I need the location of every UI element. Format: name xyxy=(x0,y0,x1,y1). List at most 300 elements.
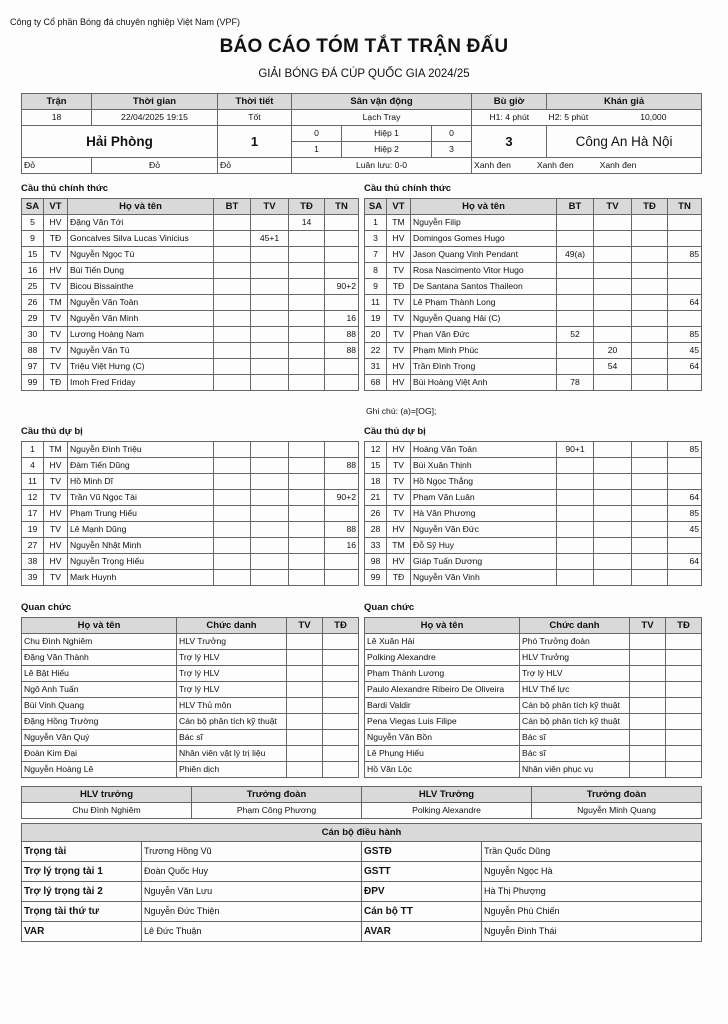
away-official-td xyxy=(666,634,702,650)
away-starter-name: Phan Văn Đức xyxy=(411,327,557,343)
home-starter-name: Goncalves Silva Lucas Vinicius xyxy=(68,231,214,247)
away-sub-vt: HV xyxy=(387,442,411,458)
away-sub-row xyxy=(365,474,702,490)
home-team-name: Hải Phòng xyxy=(22,126,218,158)
away-sub-tv xyxy=(594,474,632,490)
home-subs-label: Cầu thủ dự bị xyxy=(21,426,83,437)
away-sub-td xyxy=(632,570,668,586)
away-official-row xyxy=(365,746,702,762)
home-starter-name: Nguyễn Văn Tú xyxy=(68,343,214,359)
match-officials-table xyxy=(21,823,702,942)
home-starter-tv xyxy=(251,263,289,279)
away-starter-vt: HV xyxy=(387,359,411,375)
col-stoppage: Bù giờ xyxy=(472,94,547,110)
col-match: Trận xyxy=(22,94,92,110)
home-starter-bt xyxy=(214,343,251,359)
home-sub-row xyxy=(22,554,359,570)
home-sub-row xyxy=(22,506,359,522)
away-starter-vt: HV xyxy=(387,247,411,263)
home-officials-header-td: TĐ xyxy=(323,618,359,634)
home-official-row xyxy=(22,730,359,746)
away-officials-table xyxy=(364,617,702,778)
away-starter-tv xyxy=(594,295,632,311)
home-starter-row xyxy=(22,295,359,311)
away-starter-tv: 54 xyxy=(594,359,632,375)
team-leaders-table xyxy=(21,786,702,819)
referee-name-left: Đoàn Quốc Huy xyxy=(142,862,362,882)
away-sub-vt: TV xyxy=(387,458,411,474)
away-sub-tn xyxy=(668,570,702,586)
home-starter-tn xyxy=(325,231,359,247)
away-sub-row xyxy=(365,458,702,474)
home-starter-tv xyxy=(251,359,289,375)
home-starter-tn xyxy=(325,375,359,391)
away-official-td xyxy=(666,666,702,682)
home-official-role: Bác sĩ xyxy=(177,730,287,746)
away-sub-bt xyxy=(557,474,594,490)
away-sub-bt xyxy=(557,522,594,538)
home-official-row xyxy=(22,634,359,650)
away-sub-name: Hà Văn Phương xyxy=(411,506,557,522)
away-starter-sa: 1 xyxy=(365,215,387,231)
away-starters-header-tn: TN xyxy=(668,199,702,215)
home-official-role: Trợ lý HLV xyxy=(177,682,287,698)
away-kit xyxy=(472,158,702,174)
home-sub-tv xyxy=(251,538,289,554)
away-official-name: Pena Viegas Luis Filipe xyxy=(365,714,520,730)
home-starter-row xyxy=(22,359,359,375)
home-starters-header-bt: BT xyxy=(214,199,251,215)
home-starter-vt: HV xyxy=(44,215,68,231)
away-official-td xyxy=(666,746,702,762)
away-starter-row xyxy=(365,343,702,359)
home-starter-vt: TM xyxy=(44,295,68,311)
away-officials-header-name: Họ và tên xyxy=(365,618,520,634)
match-datetime: 22/04/2025 19:15 xyxy=(92,110,218,126)
away-sub-row xyxy=(365,506,702,522)
home-starter-tv: 45+1 xyxy=(251,231,289,247)
referee-role-right: GSTĐ xyxy=(362,842,482,862)
away-official-name: Bardi Valdir xyxy=(365,698,520,714)
away-starter-row xyxy=(365,215,702,231)
stoppage-h2: H2: 5 phút xyxy=(548,112,589,122)
away-starter-row xyxy=(365,279,702,295)
away-starter-td xyxy=(632,359,668,375)
col-attendance: Khán giả xyxy=(547,94,702,110)
away-sub-sa: 28 xyxy=(365,522,387,538)
home-starter-vt: TĐ xyxy=(44,375,68,391)
away-starter-bt: 78 xyxy=(557,375,594,391)
home-starter-sa: 30 xyxy=(22,327,44,343)
away-starter-name: Bùi Hoàng Việt Anh xyxy=(411,375,557,391)
away-team-name: Công An Hà Nội xyxy=(547,126,702,158)
home-starter-row xyxy=(22,247,359,263)
away-starter-row xyxy=(365,327,702,343)
away-sub-vt: TV xyxy=(387,474,411,490)
home-officials-header-role: Chức danh xyxy=(177,618,287,634)
away-starter-td xyxy=(632,231,668,247)
away-starters-table xyxy=(364,198,702,391)
away-sub-bt: 90+1 xyxy=(557,442,594,458)
col-stadium: Sân vận động xyxy=(292,94,472,110)
home-starter-vt: TV xyxy=(44,279,68,295)
home-starter-row xyxy=(22,311,359,327)
away-starter-row xyxy=(365,359,702,375)
home-starter-vt: TV xyxy=(44,343,68,359)
away-starter-bt xyxy=(557,343,594,359)
away-sub-tv xyxy=(594,442,632,458)
home-sub-tn: 90+2 xyxy=(325,490,359,506)
home-official-tv xyxy=(287,682,323,698)
home-starter-td xyxy=(289,247,325,263)
home-kit-socks: Đỏ xyxy=(218,158,292,174)
home-starter-tv xyxy=(251,375,289,391)
home-starter-row xyxy=(22,263,359,279)
home-starter-sa: 5 xyxy=(22,215,44,231)
note-own-goal: Ghi chú: (a)=[OG]; xyxy=(366,406,437,416)
referee-row xyxy=(22,882,702,902)
home-sub-vt: HV xyxy=(44,554,68,570)
home-official-row xyxy=(22,650,359,666)
home-sub-bt xyxy=(214,538,251,554)
home-official-row xyxy=(22,746,359,762)
away-sub-td xyxy=(632,474,668,490)
home-starter-td xyxy=(289,343,325,359)
away-sub-td xyxy=(632,506,668,522)
away-official-tv xyxy=(630,762,666,778)
away-kit-shorts: Xanh đen xyxy=(536,160,574,170)
away-official-role: HLV Thể lực xyxy=(520,682,630,698)
away-starter-vt: TM xyxy=(387,215,411,231)
home-starter-sa: 16 xyxy=(22,263,44,279)
away-sub-row xyxy=(365,554,702,570)
away-sub-td xyxy=(632,554,668,570)
away-starter-name: Domingos Gomes Hugo xyxy=(411,231,557,247)
away-starter-bt xyxy=(557,311,594,327)
away-sub-tn: 85 xyxy=(668,506,702,522)
half1-home: 0 xyxy=(292,126,342,142)
home-starters-label: Cầu thủ chính thức xyxy=(21,183,109,194)
home-sub-name: Phạm Trung Hiếu xyxy=(68,506,214,522)
home-starter-td xyxy=(289,295,325,311)
home-sub-sa: 27 xyxy=(22,538,44,554)
away-official-name: Lê Xuân Hải xyxy=(365,634,520,650)
home-starter-vt: HV xyxy=(44,263,68,279)
home-starter-bt xyxy=(214,359,251,375)
home-official-name: Ngô Anh Tuấn xyxy=(22,682,177,698)
away-official-td xyxy=(666,650,702,666)
home-starter-row xyxy=(22,375,359,391)
home-official-name: Nguyễn Văn Quý xyxy=(22,730,177,746)
home-official-tv xyxy=(287,650,323,666)
away-sub-bt xyxy=(557,538,594,554)
away-sub-tn xyxy=(668,458,702,474)
away-sub-row xyxy=(365,522,702,538)
away-sub-sa: 15 xyxy=(365,458,387,474)
home-starter-tv xyxy=(251,343,289,359)
home-official-role: Cán bộ phân tích kỹ thuật xyxy=(177,714,287,730)
away-starter-bt xyxy=(557,231,594,247)
referee-role-left: VAR xyxy=(22,922,142,942)
home-starter-td xyxy=(289,327,325,343)
away-starters-header-sa: SA xyxy=(365,199,387,215)
away-starter-row xyxy=(365,311,702,327)
away-official-role: Bác sĩ xyxy=(520,746,630,762)
home-starter-bt xyxy=(214,311,251,327)
home-sub-td xyxy=(289,570,325,586)
away-sub-vt: TĐ xyxy=(387,570,411,586)
away-sub-tn: 64 xyxy=(668,554,702,570)
away-sub-vt: HV xyxy=(387,554,411,570)
stoppage-h1: H1: 4 phút xyxy=(472,110,547,126)
referee-row xyxy=(22,842,702,862)
referee-role-left: Trợ lý trọng tài 1 xyxy=(22,862,142,882)
home-sub-tv xyxy=(251,490,289,506)
home-official-name: Chu Đình Nghiêm xyxy=(22,634,177,650)
home-starter-tn: 90+2 xyxy=(325,279,359,295)
home-sub-td xyxy=(289,538,325,554)
away-starter-bt xyxy=(557,359,594,375)
home-starter-sa: 9 xyxy=(22,231,44,247)
home-sub-row xyxy=(22,522,359,538)
home-kit-shirt: Đỏ xyxy=(22,158,92,174)
home-official-tv xyxy=(287,746,323,762)
away-sub-bt xyxy=(557,554,594,570)
home-starter-bt xyxy=(214,295,251,311)
referee-row xyxy=(22,862,702,882)
leader-away-coach: Polking Alexandre xyxy=(362,803,532,819)
away-sub-td xyxy=(632,522,668,538)
away-sub-td xyxy=(632,442,668,458)
away-sub-name: Giáp Tuấn Dương xyxy=(411,554,557,570)
away-official-td xyxy=(666,682,702,698)
home-starter-name: Bùi Tiến Dụng xyxy=(68,263,214,279)
away-starter-tn xyxy=(668,231,702,247)
away-starter-sa: 8 xyxy=(365,263,387,279)
away-starter-vt: TV xyxy=(387,311,411,327)
home-sub-td xyxy=(289,474,325,490)
away-kit-shirt: Xanh đen xyxy=(474,160,511,170)
away-official-tv xyxy=(630,682,666,698)
home-sub-tv xyxy=(251,570,289,586)
home-sub-tv xyxy=(251,554,289,570)
referee-name-left: Nguyễn Đức Thiện xyxy=(142,902,362,922)
home-sub-tn xyxy=(325,474,359,490)
away-starter-sa: 68 xyxy=(365,375,387,391)
referee-name-left: Trương Hồng Vũ xyxy=(142,842,362,862)
away-official-name: Nguyễn Văn Bồn xyxy=(365,730,520,746)
home-officials-header-name: Họ và tên xyxy=(22,618,177,634)
home-official-tv xyxy=(287,730,323,746)
away-official-tv xyxy=(630,698,666,714)
home-official-tv xyxy=(287,714,323,730)
home-starter-td xyxy=(289,359,325,375)
away-starter-tn xyxy=(668,375,702,391)
away-sub-tv xyxy=(594,554,632,570)
home-sub-bt xyxy=(214,554,251,570)
home-sub-td xyxy=(289,458,325,474)
away-official-role: HLV Trưởng xyxy=(520,650,630,666)
referee-role-right: Cán bộ TT xyxy=(362,902,482,922)
home-starter-tn xyxy=(325,247,359,263)
col-weather: Thời tiết xyxy=(218,94,292,110)
referee-role-left: Trọng tài xyxy=(22,842,142,862)
away-starter-sa: 3 xyxy=(365,231,387,247)
away-starter-tv xyxy=(594,375,632,391)
home-starter-row xyxy=(22,343,359,359)
home-official-name: Đặng Văn Thành xyxy=(22,650,177,666)
away-sub-sa: 12 xyxy=(365,442,387,458)
away-starter-tv xyxy=(594,263,632,279)
away-starter-vt: TV xyxy=(387,327,411,343)
referee-role-right: GSTT xyxy=(362,862,482,882)
away-official-role: Phó Trưởng đoàn xyxy=(520,634,630,650)
away-sub-tn xyxy=(668,474,702,490)
away-starter-vt: TV xyxy=(387,263,411,279)
home-sub-tv xyxy=(251,506,289,522)
home-sub-name: Nguyễn Đình Triệu xyxy=(68,442,214,458)
away-sub-bt xyxy=(557,506,594,522)
away-starter-tv xyxy=(594,327,632,343)
referee-row xyxy=(22,902,702,922)
away-starter-tv xyxy=(594,311,632,327)
away-starter-tn xyxy=(668,311,702,327)
home-starter-sa: 25 xyxy=(22,279,44,295)
away-starter-sa: 11 xyxy=(365,295,387,311)
away-sub-tn xyxy=(668,538,702,554)
away-official-row xyxy=(365,714,702,730)
home-score: 1 xyxy=(218,126,292,158)
home-starter-tn xyxy=(325,215,359,231)
away-sub-sa: 98 xyxy=(365,554,387,570)
away-starters-header-vt: VT xyxy=(387,199,411,215)
away-starter-tn xyxy=(668,215,702,231)
away-starter-bt: 52 xyxy=(557,327,594,343)
home-sub-vt: HV xyxy=(44,538,68,554)
home-sub-tn xyxy=(325,554,359,570)
home-starters-header-sa: SA xyxy=(22,199,44,215)
home-sub-name: Hồ Minh Dĩ xyxy=(68,474,214,490)
home-sub-row xyxy=(22,490,359,506)
away-starter-row xyxy=(365,231,702,247)
away-official-td xyxy=(666,762,702,778)
report-title: BÁO CÁO TÓM TẮT TRẬN ĐẤU xyxy=(219,36,509,57)
away-official-role: Cán bộ phân tích kỹ thuật xyxy=(520,714,630,730)
home-starter-tv xyxy=(251,215,289,231)
home-official-name: Đoàn Kim Đại xyxy=(22,746,177,762)
home-sub-tv xyxy=(251,522,289,538)
away-sub-vt: TV xyxy=(387,490,411,506)
home-starter-tv xyxy=(251,311,289,327)
away-starter-td xyxy=(632,375,668,391)
home-starters-header-td: TĐ xyxy=(289,199,325,215)
away-starter-name: Phạm Minh Phúc xyxy=(411,343,557,359)
away-official-name: Lê Phụng Hiếu xyxy=(365,746,520,762)
away-official-td xyxy=(666,698,702,714)
away-official-row xyxy=(365,634,702,650)
home-starter-name: Nguyễn Văn Minh xyxy=(68,311,214,327)
home-sub-tv xyxy=(251,474,289,490)
referee-name-right: Nguyễn Phú Chiến xyxy=(482,902,702,922)
leader-header-away-manager: Trưởng đoàn xyxy=(532,787,702,803)
away-official-row xyxy=(365,762,702,778)
home-sub-name: Trần Vũ Ngọc Tài xyxy=(68,490,214,506)
away-sub-tv xyxy=(594,458,632,474)
leader-home-coach: Chu Đình Nghiêm xyxy=(22,803,192,819)
home-sub-name: Mark Huynh xyxy=(68,570,214,586)
away-sub-name: Nguyễn Văn Vinh xyxy=(411,570,557,586)
home-sub-row xyxy=(22,538,359,554)
away-official-td xyxy=(666,730,702,746)
home-sub-bt xyxy=(214,506,251,522)
away-starter-tn: 85 xyxy=(668,247,702,263)
home-starter-td xyxy=(289,279,325,295)
half1-away: 0 xyxy=(432,126,472,142)
home-starter-bt xyxy=(214,215,251,231)
away-starters-header-td: TĐ xyxy=(632,199,668,215)
home-officials-table xyxy=(21,617,359,778)
referee-role-left: Trọng tài thứ tư xyxy=(22,902,142,922)
home-official-td xyxy=(323,682,359,698)
away-sub-tv xyxy=(594,506,632,522)
home-starters-header-tn: TN xyxy=(325,199,359,215)
away-starter-sa: 22 xyxy=(365,343,387,359)
home-starter-vt: TV xyxy=(44,311,68,327)
away-sub-row xyxy=(365,442,702,458)
attendance-value: 10,000 xyxy=(640,112,667,122)
home-official-td xyxy=(323,730,359,746)
match-officials-title: Cán bộ điều hành xyxy=(22,824,702,842)
home-sub-bt xyxy=(214,522,251,538)
home-starters-header-name: Họ và tên xyxy=(68,199,214,215)
home-starters-header-vt: VT xyxy=(44,199,68,215)
half2-away: 3 xyxy=(432,142,472,158)
away-starter-tn: 64 xyxy=(668,359,702,375)
away-subs-label: Cầu thủ dự bị xyxy=(364,426,426,437)
away-sub-vt: TV xyxy=(387,506,411,522)
away-starter-tn: 85 xyxy=(668,327,702,343)
leader-header-away-coach: HLV Trưởng xyxy=(362,787,532,803)
away-official-tv xyxy=(630,650,666,666)
away-starter-tn: 45 xyxy=(668,343,702,359)
away-official-role: Trợ lý HLV xyxy=(520,666,630,682)
home-official-role: HLV Thủ môn xyxy=(177,698,287,714)
home-sub-td xyxy=(289,554,325,570)
away-sub-name: Nguyễn Văn Đức xyxy=(411,522,557,538)
away-sub-sa: 99 xyxy=(365,570,387,586)
half1-label: Hiệp 1 xyxy=(342,126,432,142)
away-starter-name: Trần Đình Trọng xyxy=(411,359,557,375)
home-sub-vt: TV xyxy=(44,474,68,490)
home-sub-tv xyxy=(251,458,289,474)
away-starter-td xyxy=(632,343,668,359)
away-sub-row xyxy=(365,570,702,586)
referee-role-right: AVAR xyxy=(362,922,482,942)
away-starter-tn xyxy=(668,263,702,279)
home-official-tv xyxy=(287,666,323,682)
home-starter-vt: TĐ xyxy=(44,231,68,247)
home-officials-header-tv: TV xyxy=(287,618,323,634)
away-starter-sa: 7 xyxy=(365,247,387,263)
home-official-td xyxy=(323,746,359,762)
away-starter-name: Nguyễn Quang Hải (C) xyxy=(411,311,557,327)
home-starter-tv xyxy=(251,247,289,263)
home-starter-sa: 26 xyxy=(22,295,44,311)
match-info-table xyxy=(21,93,702,174)
home-starter-td: 14 xyxy=(289,215,325,231)
away-officials-header-role: Chức danh xyxy=(520,618,630,634)
home-starter-sa: 15 xyxy=(22,247,44,263)
